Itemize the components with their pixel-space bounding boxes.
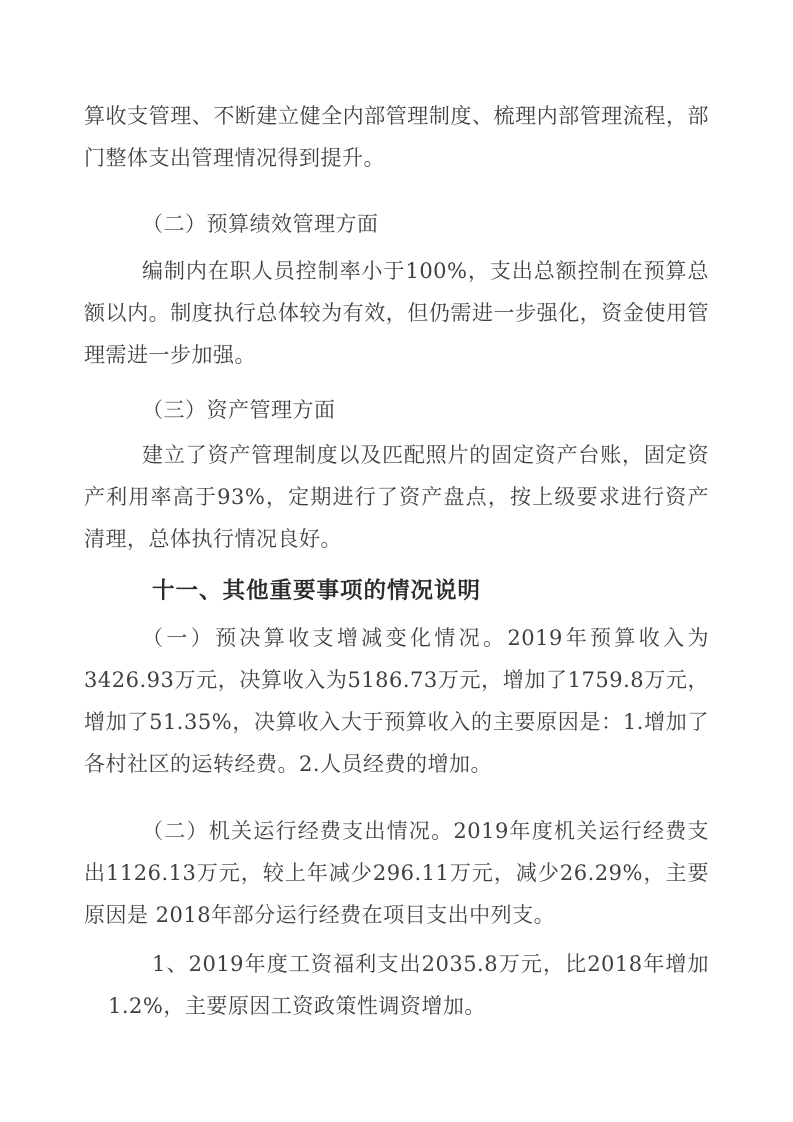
paragraph-budget-performance: 编制内在职人员控制率小于100%，支出总额控制在预算总额以内。制度执行总体较为有效，但仍需进一步强化，资金使用管理需进一步加强。 — [84, 259, 709, 367]
paragraph-internal-control-continuation: 算收支管理、不断建立健全内部管理制度、梳理内部管理流程，部门整体支出管理情况得到提升。 — [84, 104, 709, 170]
section-heading-budget-performance: （二）预算绩效管理方面 — [142, 212, 379, 236]
paragraph-agency-operating-expense: （二）机关运行经费支出情况。2019年度机关运行经费支出1126.13万元，较上年减少296.11万元，减少26.29%，主要原因是 2018年部分运行经费在项目支出中列支。 — [84, 819, 709, 927]
paragraph-salary-welfare-expense: 1、2019年度工资福利支出2035.8万元，比2018年增加1.2%，主要原因工资政策性调资增加。 — [108, 952, 709, 1018]
chapter-heading-other-important-matters: 十一、其他重要事项的情况说明 — [152, 578, 482, 604]
paragraph-budget-final-accounts-change: （一）预决算收支增减变化情况。2019年预算收入为3426.93万元，决算收入为5186.73万元，增加了1759.8万元，增加了51.35%，决算收入大于预算收入的主要原因是：1.增加了各村社区的运转经费。2.人员经费的增加。 — [84, 626, 709, 776]
section-heading-asset-management: （三）资产管理方面 — [142, 398, 336, 422]
paragraph-asset-management: 建立了资产管理制度以及匹配照片的固定资产台账，固定资产利用率高于93%，定期进行了资产盘点，按上级要求进行资产清理，总体执行情况良好。 — [84, 443, 709, 551]
